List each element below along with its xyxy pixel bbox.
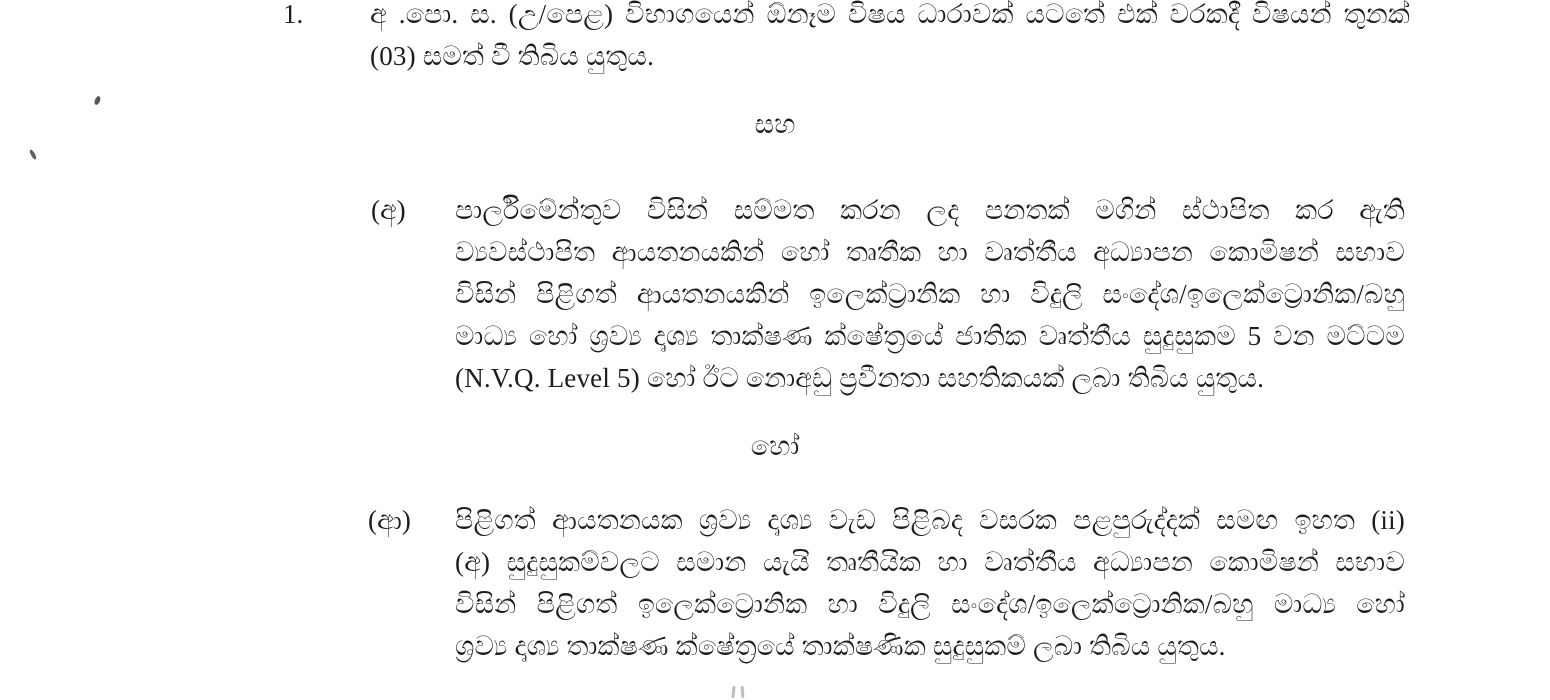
item-body (455, 189, 1405, 399)
conjunction-and: සහ (754, 109, 796, 139)
paragraph-line: විසින් පිළිගත් ඉලෙක්ට්‍රොනික හා විදුලි සංදේශ/ඉලෙක්ට්‍රොනික/බහු මාධ්‍ය හෝ (455, 589, 1405, 619)
conjunction-or: හෝ (750, 431, 800, 461)
paragraph-line: (අ) සුදුසුකම්වලට සමාන යැයි තෘතීයික හා වෘත්තීය අධ්‍යාපන කොමිෂන් සභාව (455, 547, 1405, 577)
paragraph-line: පිළිගත් ආයතනයක ශ්‍රව්‍ය දෘශ්‍ය වැඩ පිළිබද වසරක පළපුරුද්දක් සමඟ ඉහත (ii) (455, 505, 1405, 535)
item-label: (අ) (371, 195, 406, 225)
paragraph-line: පාර්ලිමේන්තුව විසින් සම්මත කරන ලද පනතක් මගින් ස්ථාපිත කර ඇති (455, 195, 1405, 225)
paragraph-line: මාධ්‍ය හෝ ශ්‍රව්‍ය දෘශ්‍ය තාක්ෂණ ක්ෂේත්‍රයේ ජාතික වෘත්තීය සුදුසුකම 5 වන මට්ටම (455, 321, 1405, 351)
paragraph-line: (03) සමත් වී තිබිය යුතුය. (370, 41, 655, 71)
scan-artifact-mark (29, 149, 38, 161)
item-body (455, 499, 1405, 667)
paragraph-line: ශ්‍රව්‍ය දෘශ්‍ය තාක්ෂණ ක්ෂේත්‍රයේ තාක්ෂණික සුදුසුකම් ලබා තිබිය යුතුය. (455, 631, 1226, 661)
paragraph-line: (N.V.Q. Level 5) හෝ ඊට නොඅඩු ප්‍රවීනතා සහතිකයක් ලබා තිබිය යුතුය. (455, 363, 1265, 393)
scan-artifact-mark (729, 686, 751, 700)
item-number: 1. (283, 0, 304, 29)
paragraph-line: අ .පො. ස. (උ/පෙළ) විභාගයෙන් ඕනෑම විෂය ධාරාවක් යටතේ එක් වරකදී විෂයන් තුනක් (370, 0, 1410, 29)
paragraph-line: ව්‍යවස්ථාපිත ආයතනයකින් හෝ තෘතීක හා වෘත්තීය අධ්‍යාපන කොමිෂන් සභාව (455, 237, 1405, 267)
paragraph-line: විසින් පිළිගත් ආයතනයකින් ඉලෙක්ට්‍රානික හා විදුලි සංදේශ/ඉලෙක්ට්‍රොනික/බහු (455, 279, 1405, 309)
item-body (370, 0, 1410, 77)
item-label: (ආ) (368, 505, 411, 535)
